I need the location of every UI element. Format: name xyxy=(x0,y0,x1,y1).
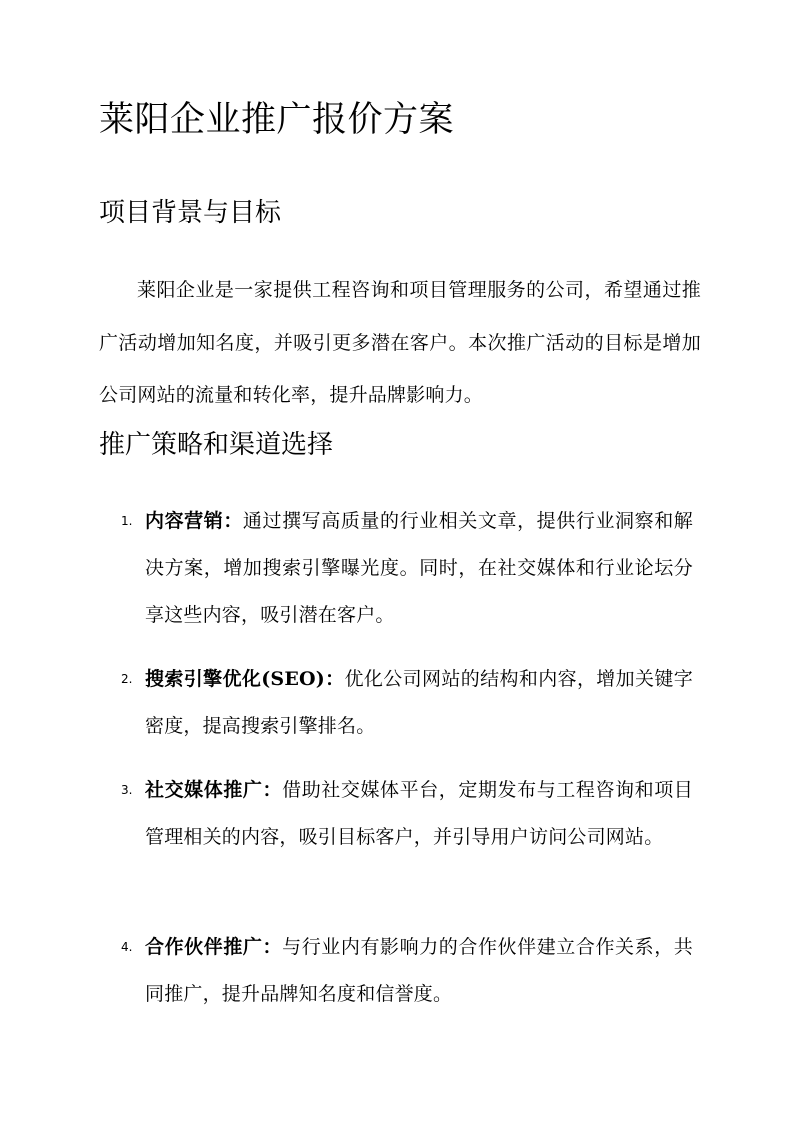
list-item-number: 3. xyxy=(121,783,133,797)
list-item-body xyxy=(145,767,693,861)
list-item-term: 内容营销： xyxy=(145,510,243,532)
list-item-number: 1. xyxy=(121,514,133,528)
list-item-number: 4. xyxy=(121,940,133,954)
list-item-text: 通过撰写高质量的行业相关文章，提供行业洞察和解决方案，增加搜索引擎曝光度。同时，在社交媒体和行业论坛分享这些内容，吸引潜在客户。 xyxy=(145,510,693,626)
list-item-text: 优化公司网站的结构和内容，增加关键字密度，提高搜索引擎排名。 xyxy=(145,668,693,737)
list-item-body xyxy=(145,498,693,639)
background-paragraph: 莱阳企业是一家提供工程咨询和项目管理服务的公司，希望通过推广活动增加知名度，并吸引更多潜在客户。本次推广活动的目标是增加公司网站的流量和转化率，提升品牌影响力。 xyxy=(99,279,701,406)
list-item-number: 2. xyxy=(121,672,133,686)
section-heading-strategy: 推广策略和渠道选择 xyxy=(99,430,334,460)
list-item-text: 与行业内有影响力的合作伙伴建立合作关系，共同推广，提升品牌知名度和信誉度。 xyxy=(145,936,694,1005)
list-item-seo xyxy=(99,656,701,750)
list-item-social-media xyxy=(99,767,701,861)
list-item-term: 搜索引擎优化(SEO)： xyxy=(145,668,345,690)
section-heading-background: 项目背景与目标 xyxy=(99,198,282,228)
list-item-term: 社交媒体推广： xyxy=(145,779,283,801)
document-title: 莱阳企业推广报价方案 xyxy=(99,100,455,140)
list-item-text: 借助社交媒体平台，定期发布与工程咨询和项目管理相关的内容，吸引目标客户，并引导用户访问公司网站。 xyxy=(145,779,694,848)
list-item-body xyxy=(145,924,693,1018)
list-item-body xyxy=(145,656,693,750)
list-item-term: 合作伙伴推广： xyxy=(145,936,283,958)
list-item-content-marketing xyxy=(99,498,701,639)
list-item-partner xyxy=(99,924,701,1018)
